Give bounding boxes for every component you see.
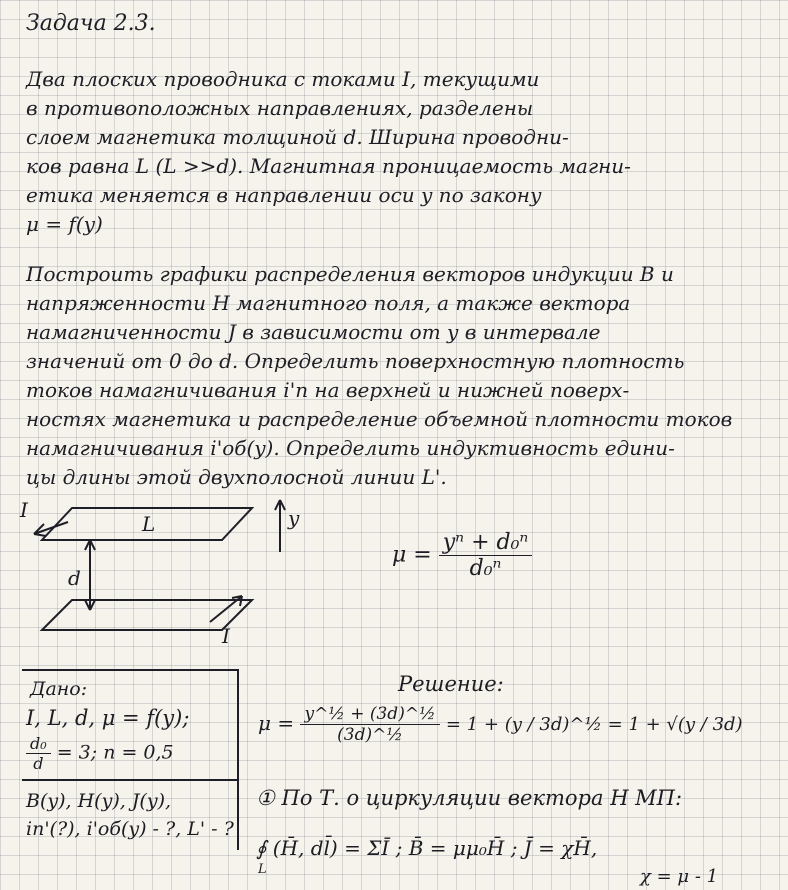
problem-line: ков равна L (L >>d). Магнитная проницаемость магни-	[26, 154, 631, 178]
task-line: токов намагничивания i'п на верхней и нижней поверх-	[26, 378, 630, 402]
axis-label: y	[288, 506, 300, 530]
bottom-plate	[42, 600, 252, 630]
ratio-values: = 3; n = 0,5	[56, 741, 174, 764]
given-mu-formula	[392, 530, 532, 581]
problem-line: μ = f(y)	[26, 212, 103, 236]
task-line: напряженности H магнитного поля, а также вектора	[26, 291, 631, 315]
ratio-fraction	[26, 734, 51, 773]
task-line: намагниченности J в зависимости от y в интервале	[26, 320, 601, 344]
top-current-label: I	[20, 498, 28, 522]
given-ratio	[26, 734, 174, 773]
circulation-equations: ∮ (H̄, dl̄) = ΣĪ ; B̄ = μμ₀H̄ ; J̄ = χH̄,	[256, 836, 598, 860]
susceptibility-relation: χ = μ - 1	[640, 866, 719, 887]
page-title: Задача 2.3.	[26, 11, 156, 36]
mu-denominator: d₀ⁿ	[469, 556, 502, 581]
given-heading: Дано:	[30, 678, 88, 700]
solution-mu-denominator: (3d)^½	[337, 725, 403, 745]
find-line: B(y), H(y), J(y),	[26, 790, 172, 812]
solution-heading: Решение:	[398, 672, 504, 696]
solution-mu-fraction	[300, 704, 439, 745]
bottom-current-label: I	[222, 624, 230, 648]
ratio-denominator: d	[33, 754, 44, 773]
problem-line: слоем магнетика толщиной d. Ширина проводни-	[26, 125, 569, 149]
given-values: I, L, d, μ = f(y);	[26, 706, 190, 730]
solution-mu-symbol: μ =	[258, 711, 295, 735]
task-line: намагничивания i'об(y). Определить индуктивность едини-	[26, 436, 675, 460]
problem-line: Два плоских проводника с токами I, текущими	[26, 67, 540, 91]
circulation-contour-label: L	[258, 862, 267, 877]
mu-numerator: yⁿ + d₀ⁿ	[439, 530, 533, 556]
find-line: iп'(?), i'об(y) - ?, L' - ?	[26, 818, 234, 840]
solution-mu-expansion: = 1 + (y / 3d)^½ = 1 + √(y / 3d)	[445, 714, 743, 735]
task-line: цы длины этой двухполосной линии L'.	[26, 465, 447, 489]
width-label: L	[142, 512, 156, 536]
mu-fraction	[439, 530, 533, 581]
solution-mu-formula	[258, 704, 743, 745]
task-line: Построить графики распределения векторов индукции B и	[26, 262, 674, 286]
solution-mu-numerator: y^½ + (3d)^½	[300, 704, 439, 725]
problem-line: етика меняется в направлении оси y по закону	[26, 183, 542, 207]
mu-symbol: μ =	[392, 542, 432, 568]
task-line: значений от 0 до d. Определить поверхностную плотность	[26, 349, 685, 373]
task-line: ностях магнетика и распределение объемной плотности токов	[26, 407, 733, 431]
problem-line: в противоположных направлениях, разделены	[26, 96, 534, 120]
ratio-numerator: d₀	[26, 734, 51, 754]
solution-step-1: ① По Т. о циркуляции вектора H МП:	[256, 786, 683, 810]
gap-label: d	[68, 566, 81, 590]
